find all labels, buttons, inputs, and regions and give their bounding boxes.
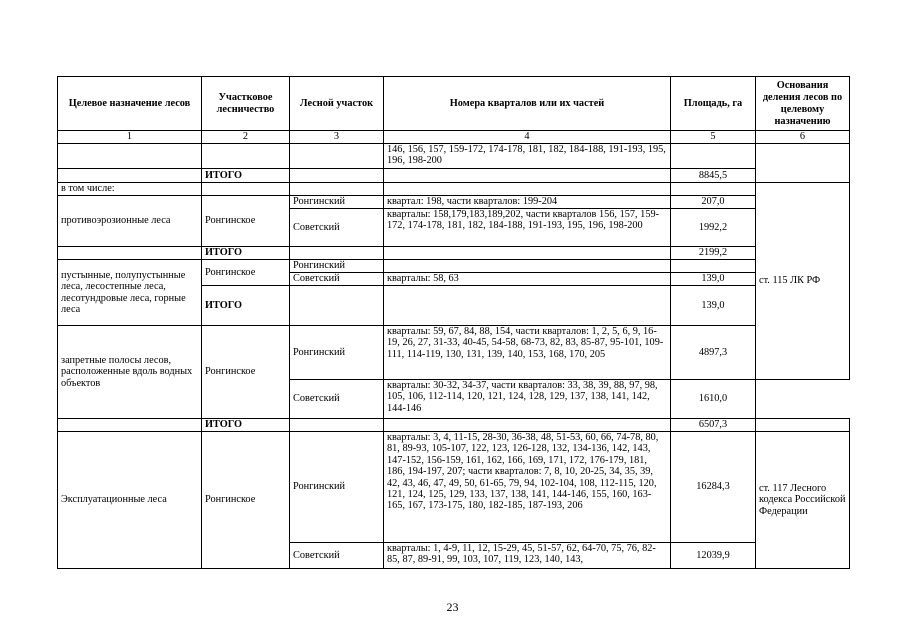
area-cell: 12039,9	[671, 543, 756, 569]
table-row	[58, 169, 850, 183]
forest-purpose-table	[57, 76, 850, 569]
column-number: 6	[756, 131, 850, 144]
table-row	[58, 247, 850, 260]
header-plot: Лесной участок	[290, 77, 384, 131]
area-cell: 207,0	[671, 196, 756, 209]
table-row	[58, 260, 850, 273]
plot-cell: Советский	[290, 380, 384, 419]
header-basis: Основания деления лесов по целевому назначению	[756, 77, 850, 131]
quarters-cell: кварталы: 30-32, 34-37, части кварталов: 33, 38, 39, 88, 97, 98, 105, 106, 112-114, 120, 121, 124, 128, 129, 137, 138, 141, 142, 144-146	[384, 380, 671, 419]
plot-cell: Ронгинский	[290, 260, 384, 273]
forestry-cell: Ронгинское	[202, 260, 290, 286]
column-number: 1	[58, 131, 202, 144]
header-purpose: Целевое назначение лесов	[58, 77, 202, 131]
area-cell: 4897,3	[671, 326, 756, 380]
itogo-label: ИТОГО	[202, 169, 290, 183]
in-that-number-label: в том числе:	[58, 183, 202, 196]
table-header-row	[58, 77, 850, 131]
quarters-cell: кварталы: 1, 4-9, 11, 12, 15-29, 45, 51-57, 62, 64-70, 75, 76, 82-85, 87, 89-91, 99, 103, 107, 119, 123, 140, 143,	[384, 543, 671, 569]
purpose-cell: запретные полосы лесов, расположенные вдоль водных объектов	[58, 326, 202, 419]
header-area: Площадь, га	[671, 77, 756, 131]
plot-cell: Ронгинский	[290, 432, 384, 543]
column-number-row	[58, 131, 850, 144]
plot-cell: Советский	[290, 543, 384, 569]
area-cell: 1992,2	[671, 209, 756, 247]
quarters-cell: кварталы: 59, 67, 84, 88, 154, части кварталов: 1, 2, 5, 6, 9, 16-19, 26, 27, 31-33, 40-45, 54-58, 68-73, 82, 83, 85-87, 95-101, 109-111, 114-119, 130, 131, 139, 140, 153, 168, 170, 205	[384, 326, 671, 380]
forestry-cell: Ронгинское	[202, 196, 290, 247]
page-number: 23	[446, 600, 459, 614]
itogo-label: ИТОГО	[202, 286, 290, 326]
quarters-cell: квартал: 198, части кварталов: 199-204	[384, 196, 671, 209]
plot-cell: Ронгинский	[290, 326, 384, 380]
table-row	[58, 419, 850, 432]
table-row	[58, 326, 850, 380]
table-row	[58, 144, 850, 169]
quarters-cell: кварталы: 58, 63	[384, 273, 671, 286]
area-cell: 139,0	[671, 286, 756, 326]
table-row	[58, 432, 850, 543]
area-cell: 2199,2	[671, 247, 756, 260]
forestry-cell: Ронгинское	[202, 432, 290, 569]
column-number: 2	[202, 131, 290, 144]
quarters-cell: кварталы: 3, 4, 11-15, 28-30, 36-38, 48, 51-53, 60, 66, 74-78, 80, 81, 89-93, 105-107, 122, 123, 126-128, 132, 134-136, 142, 143, 147-152, 156-159, 161, 162, 166, 169, 171, 172, 176-179, 181, 186, 194-197, 207; части кварталов: 7, 8, 10, 20-25, 34, 35, 39, 42, 43, 46, 47, 49, 50, 61-65, 79, 94, 102-104, 108, 112-115, 120, 121, 124, 125, 129, 133, 137, 138, 141, 144-146, 155, 160, 163-165, 167, 173-175, 180, 182-185, 187-193, 206	[384, 432, 671, 543]
column-number: 4	[384, 131, 671, 144]
basis-cell: ст. 115 ЛК РФ	[756, 183, 850, 380]
table-row	[58, 196, 850, 209]
area-cell: 8845,5	[671, 169, 756, 183]
plot-cell: Ронгинский	[290, 196, 384, 209]
area-cell: 16284,3	[671, 432, 756, 543]
table-row	[58, 183, 850, 196]
forestry-cell: Ронгинское	[202, 326, 290, 419]
purpose-cell: Эксплуатационные леса	[58, 432, 202, 569]
purpose-cell: противоэрозионные леса	[58, 196, 202, 247]
column-number: 3	[290, 131, 384, 144]
plot-cell: Советский	[290, 273, 384, 286]
area-cell: 6507,3	[671, 419, 756, 432]
quarters-cell: кварталы: 158,179,183,189,202, части кварталов 156, 157, 159-172, 174-178, 181, 182, 184-188, 191-193, 195, 196, 198-200	[384, 209, 671, 247]
column-number: 5	[671, 131, 756, 144]
area-cell: 139,0	[671, 273, 756, 286]
header-quarters: Номера кварталов или их частей	[384, 77, 671, 131]
basis-cell: ст. 117 Лесного кодекса Российской Федерации	[756, 432, 850, 569]
header-forestry: Участковое лесничество	[202, 77, 290, 131]
purpose-cell: пустынные, полупустынные леса, лесостепные леса, лесотундровые леса, горные леса	[58, 260, 202, 326]
area-cell: 1610,0	[671, 380, 756, 419]
itogo-label: ИТОГО	[202, 419, 290, 432]
plot-cell: Советский	[290, 209, 384, 247]
quarters-cell: 146, 156, 157, 159-172, 174-178, 181, 182, 184-188, 191-193, 195, 196, 198-200	[384, 144, 671, 169]
itogo-label: ИТОГО	[202, 247, 290, 260]
